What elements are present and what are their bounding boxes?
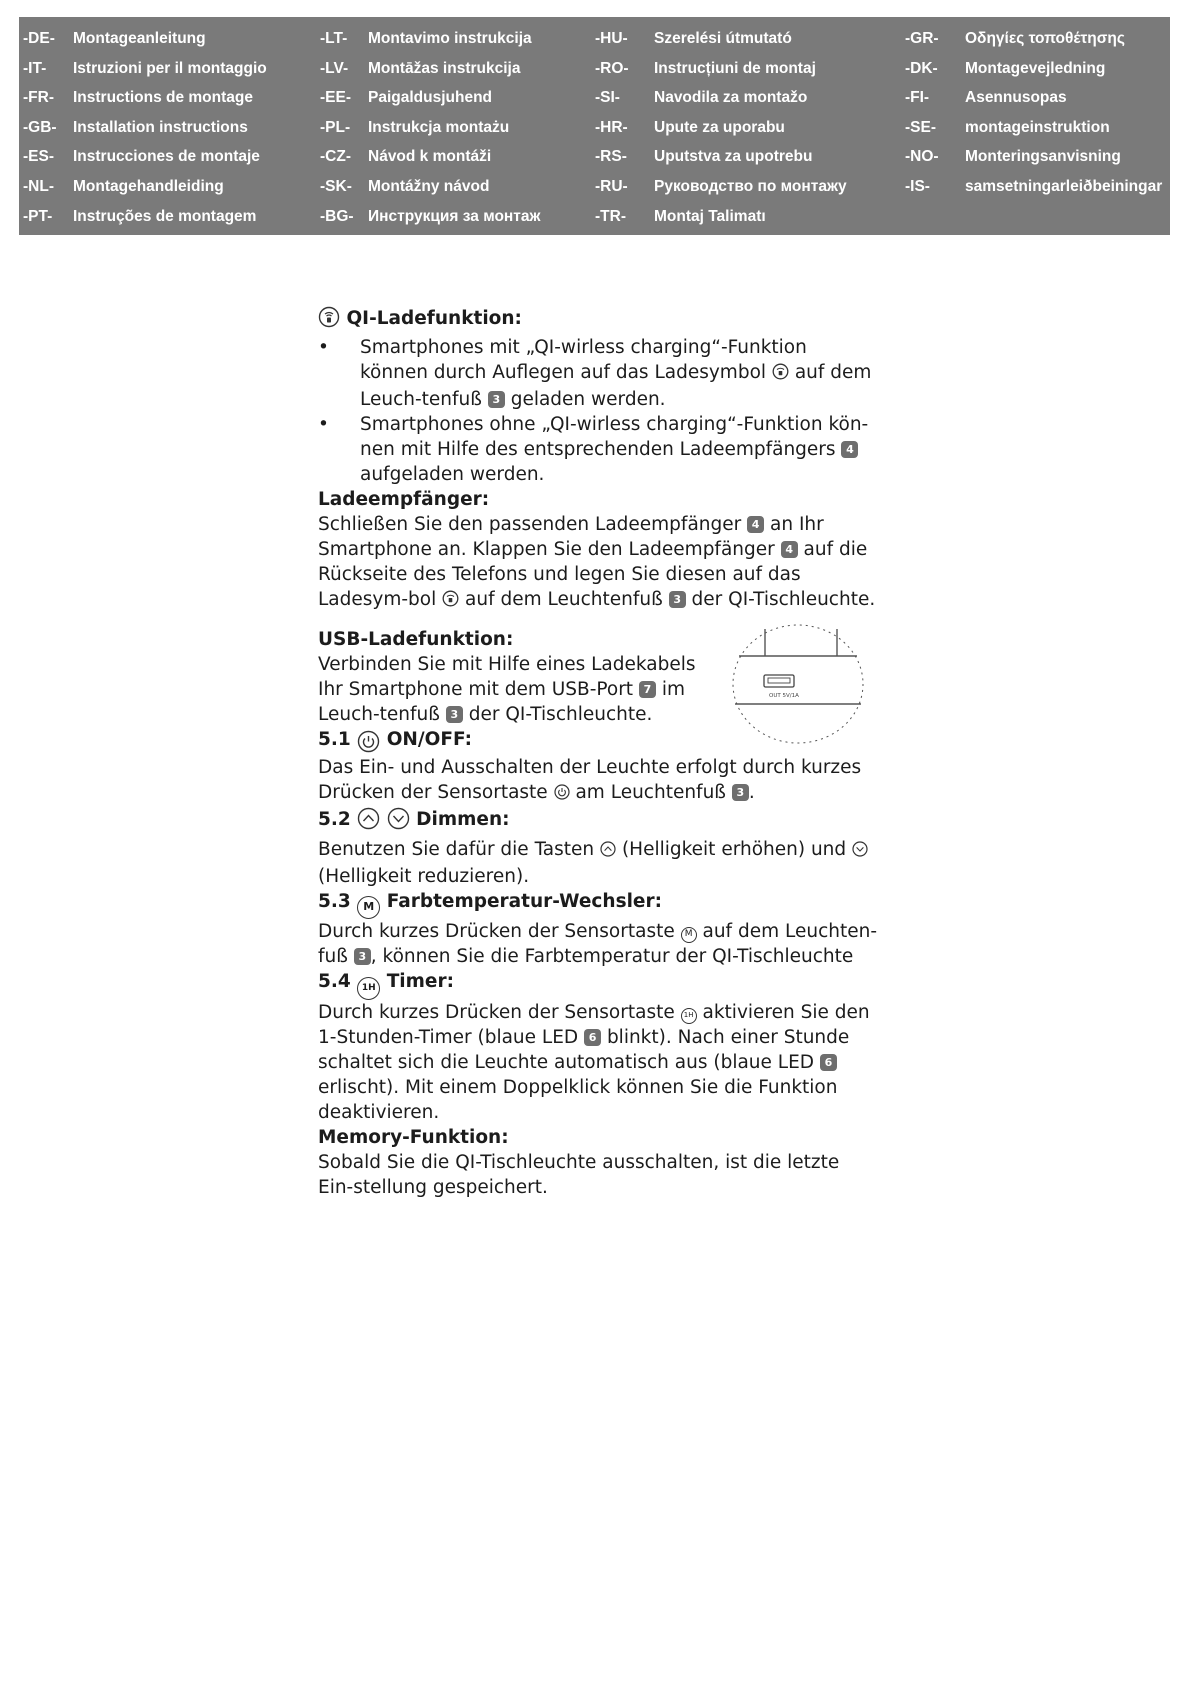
wireless-charging-icon <box>318 306 340 335</box>
language-title: Upute za uporabu <box>654 118 785 136</box>
language-title: Инструкция за монтаж <box>368 207 541 225</box>
timer-text-3: blinkt). Nach einer Stunde schaltet sich die Leuchte automatisch aus (blaue LED <box>318 1027 850 1073</box>
dim-text-3: (Helligkeit reduzieren). <box>318 866 530 887</box>
timer-icon: 1H <box>681 1008 697 1024</box>
language-code: -TR- <box>595 207 626 225</box>
language-title: Instrucciones de montaje <box>73 148 260 166</box>
language-title: Montagevejledning <box>965 59 1106 77</box>
language-title: Montážny návod <box>368 177 490 195</box>
timer-text-2: aktivieren Sie den 1-Stunden-Timer (blaue LED <box>318 1002 870 1048</box>
dim-text <box>318 837 878 889</box>
receiver-text-1: Schließen Sie den passenden Ladeempfänger <box>318 514 742 535</box>
part-badge-base: 3 <box>669 591 686 608</box>
chevron-down-icon <box>387 807 410 837</box>
language-code: -RS- <box>595 148 627 166</box>
charging-symbol-icon <box>442 589 459 614</box>
language-title: Monteringsanvisning <box>965 148 1121 166</box>
language-title: Paigaldusjuhend <box>368 89 493 107</box>
onoff-text <box>318 755 878 807</box>
qi-bullet-2 <box>318 412 878 487</box>
language-code: -NO- <box>905 148 939 166</box>
language-row <box>19 207 1170 237</box>
dim-text-2: (Helligkeit erhöhen) und <box>621 839 847 860</box>
timer-text <box>318 1000 878 1125</box>
mode-icon: M <box>681 927 697 943</box>
qi-heading-text: QI-Ladefunktion: <box>346 308 522 329</box>
usb-text-block <box>318 627 718 727</box>
onoff-number: 5.1 <box>318 729 351 750</box>
power-icon <box>357 730 380 755</box>
language-code: -FI- <box>905 89 930 107</box>
language-code: -PL- <box>320 118 351 136</box>
part-badge-base: 3 <box>732 784 749 801</box>
part-badge-receiver: 4 <box>781 541 798 558</box>
color-text-2: auf dem Leuchten-fuß <box>318 921 878 967</box>
language-row <box>19 118 1170 148</box>
language-code: -SK- <box>320 177 352 195</box>
language-row <box>19 59 1170 89</box>
receiver-heading: Ladeempfänger: <box>318 489 490 510</box>
color-text-3: , können Sie die Farbtemperatur der QI-Tischleuchte <box>370 946 854 967</box>
language-grid <box>19 29 1170 236</box>
qi-bullets <box>318 335 878 487</box>
language-code: -IS- <box>905 177 930 195</box>
language-banner <box>19 17 1170 235</box>
part-badge-usb-port: 7 <box>639 681 656 698</box>
onoff-heading-text: ON/OFF: <box>386 729 473 750</box>
charging-symbol-icon <box>772 362 789 387</box>
receiver-text-2: an Ihr Smartphone an. Klappen Sie den Ladeempfänger <box>318 514 824 560</box>
usb-text-1: Verbinden Sie mit Hilfe eines Ladekabels Ihr Smartphone mit dem USB-Port <box>318 654 696 700</box>
memory-heading: Memory-Funktion: <box>318 1127 509 1148</box>
language-row <box>19 29 1170 59</box>
part-badge-led: 6 <box>584 1029 601 1046</box>
language-title: Navodila za montažo <box>654 89 808 107</box>
part-badge-receiver: 4 <box>747 516 764 533</box>
color-heading <box>318 889 878 919</box>
language-code: -IT- <box>23 59 47 77</box>
timer-number: 5.4 <box>318 971 351 992</box>
language-title: Руководство по монтажу <box>654 177 847 195</box>
qi-bullet-1-text-a: Smartphones mit „QI-wirless charging“-Funktion können durch Auflegen auf das Ladesymbol <box>360 337 807 383</box>
language-code: -FR- <box>23 89 54 107</box>
language-title: montageinstruktion <box>965 118 1110 136</box>
language-title: Montageanleitung <box>73 30 206 47</box>
dim-heading <box>318 807 878 837</box>
usb-text <box>318 652 718 727</box>
power-icon <box>554 782 570 807</box>
qi-bullet-2-text-b: aufgeladen werden. <box>360 464 545 485</box>
language-code: -RO- <box>595 59 629 77</box>
language-title: Uputstva za upotrebu <box>654 148 813 166</box>
dim-number: 5.2 <box>318 809 351 830</box>
language-code: -LV- <box>320 59 349 77</box>
timer-icon: 1H <box>357 977 380 1000</box>
dim-heading-text: Dimmen: <box>416 809 510 830</box>
color-text-1: Durch kurzes Drücken der Sensortaste <box>318 921 675 942</box>
language-title: Asennusopas <box>965 89 1067 107</box>
receiver-text <box>318 512 878 614</box>
language-code: -NL- <box>23 177 54 195</box>
language-title: Montavimo instrukcija <box>368 30 532 47</box>
language-code: -DK- <box>905 59 938 77</box>
language-title: Szerelési útmutató <box>654 30 792 47</box>
qi-bullet-1 <box>318 335 878 412</box>
usb-heading: USB-Ladefunktion: <box>318 629 514 650</box>
language-row <box>19 88 1170 118</box>
language-title: Montagehandleiding <box>73 177 224 195</box>
usb-text-3: der QI-Tischleuchte. <box>468 704 653 725</box>
language-code: -CZ- <box>320 148 351 166</box>
usb-figure-label: OUT 5V/1A <box>769 693 799 699</box>
language-title: Instrukcja montażu <box>368 118 510 136</box>
usb-port-illustration <box>731 623 865 745</box>
language-code: -SI- <box>595 89 620 107</box>
timer-heading <box>318 969 878 1000</box>
language-code: -BG- <box>320 207 354 225</box>
receiver-text-3: auf die Rückseite des Telefons und legen Sie diesen auf das Ladesym-bol <box>318 539 868 610</box>
language-code: -DE- <box>23 30 55 47</box>
timer-text-4: erlischt). Mit einem Doppelklick können Sie die Funktion deaktivieren. <box>318 1077 838 1123</box>
usb-section <box>318 627 878 727</box>
language-code: -LT- <box>320 30 348 47</box>
language-title: Montāžas instrukcija <box>368 59 521 77</box>
timer-heading-text: Timer: <box>386 971 454 992</box>
language-title: Instrucțiuni de montaj <box>654 59 816 77</box>
language-code: -EE- <box>320 89 351 107</box>
language-code: -GR- <box>905 30 939 47</box>
receiver-text-5: der QI-Tischleuchte. <box>691 589 876 610</box>
language-title: Installation instructions <box>73 118 248 136</box>
language-title: Instructions de montage <box>73 89 253 107</box>
color-text <box>318 919 878 969</box>
language-row <box>19 177 1170 207</box>
onoff-text-2: am Leuchtenfuß <box>575 782 726 803</box>
color-number: 5.3 <box>318 891 351 912</box>
qi-bullet-2-text-a: Smartphones ohne „QI-wirless charging“-Funktion kön-nen mit Hilfe des entsprechenden Ladeempfängers <box>360 414 869 460</box>
memory-text: Sobald Sie die QI-Tischleuchte ausschalten, ist die letzte Ein-stellung gespeichert. <box>318 1152 840 1198</box>
qi-bullet-1-text-c: geladen werden. <box>510 389 666 410</box>
instruction-content <box>318 306 878 1200</box>
language-code: -PT- <box>23 207 53 225</box>
onoff-text-3: . <box>748 782 755 803</box>
language-title: Návod k montáži <box>368 148 492 166</box>
language-code: -SE- <box>905 118 936 136</box>
language-row <box>19 147 1170 177</box>
qi-heading <box>318 306 878 335</box>
part-badge-receiver: 4 <box>841 441 858 458</box>
chevron-up-icon <box>357 807 380 837</box>
language-code: -HR- <box>595 118 628 136</box>
language-code: -HU- <box>595 30 628 47</box>
part-badge-base: 3 <box>354 948 371 965</box>
language-title: Istruzioni per il montaggio <box>73 59 267 77</box>
qi-bullet-1-text-b: auf dem Leuch-tenfuß <box>360 362 872 410</box>
usb-text-2: im Leuch-tenfuß <box>318 679 686 725</box>
color-heading-text: Farbtemperatur-Wechsler: <box>386 891 662 912</box>
chevron-down-icon <box>852 839 868 864</box>
part-badge-base: 3 <box>488 391 505 408</box>
receiver-text-4: auf dem Leuchtenfuß <box>465 589 663 610</box>
part-badge-led: 6 <box>820 1054 837 1071</box>
chevron-up-icon <box>600 839 616 864</box>
mode-icon: M <box>357 896 380 919</box>
language-code: -ES- <box>23 148 54 166</box>
language-title: Οδηγίες τοποθέτησης <box>965 30 1125 47</box>
language-title: Montaj Talimatı <box>654 207 766 225</box>
language-code: -GB- <box>23 118 57 136</box>
timer-text-1: Durch kurzes Drücken der Sensortaste <box>318 1002 675 1023</box>
language-code: -RU- <box>595 177 628 195</box>
part-badge-base: 3 <box>446 706 463 723</box>
language-title: samsetningarleiðbeiningar <box>965 177 1163 195</box>
onoff-text-1: Das Ein- und Ausschalten der Leuchte erfolgt durch kurzes Drücken der Sensortaste <box>318 757 862 803</box>
dim-text-1: Benutzen Sie dafür die Tasten <box>318 839 595 860</box>
language-title: Instruções de montagem <box>73 207 257 225</box>
